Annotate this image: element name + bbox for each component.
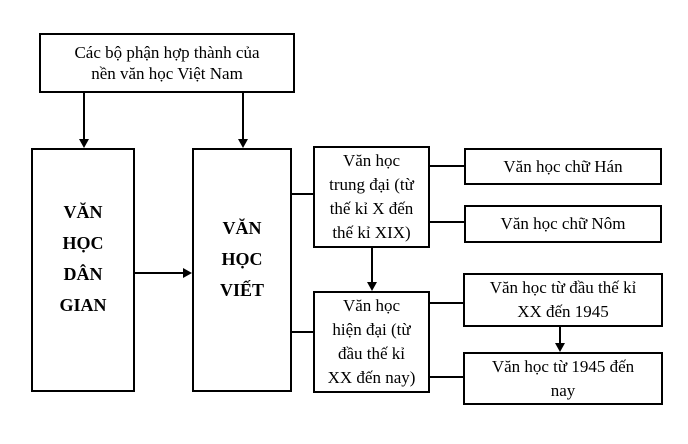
node-root-title-line: Các bộ phận hợp thành của — [74, 43, 260, 62]
node-van-hoc-1945-den-nay-line: nay — [550, 380, 576, 400]
node-van-hoc-trung-dai-line: Văn học — [342, 151, 401, 170]
node-van-hoc-dan-gian — [31, 148, 135, 392]
node-van-hoc-hien-dai-line: đầu thế kỉ — [337, 344, 406, 363]
connector-dan-gian-to-viet — [135, 272, 184, 274]
node-van-hoc-viet — [192, 148, 292, 392]
node-van-hoc-dan-gian-line: DÂN — [63, 264, 103, 284]
node-van-hoc-xx-den-1945-line: XX đến 1945 — [517, 302, 609, 321]
node-van-hoc-chu-han-label: Văn học chữ Hán — [503, 156, 623, 176]
connector-trung-dai-to-chu-han — [430, 165, 464, 167]
connector-root-to-viet — [242, 93, 244, 141]
arrow-down-icon — [555, 343, 565, 352]
node-van-hoc-1945-den-nay-line: Văn học từ 1945 đến — [491, 356, 635, 376]
node-van-hoc-hien-dai-line: XX đến nay) — [327, 368, 416, 387]
node-root-title-line: nền văn học Việt Nam — [91, 64, 243, 83]
node-van-hoc-chu-nom-label: Văn học chữ Nôm — [500, 214, 626, 233]
node-van-hoc-viet-line: HỌC — [221, 248, 263, 269]
connector-trung-dai-to-chu-nom — [430, 221, 464, 223]
arrow-down-icon — [238, 139, 248, 148]
node-van-hoc-hien-dai — [313, 291, 430, 393]
connector-viet-to-trung-dai — [292, 193, 313, 195]
node-van-hoc-trung-dai-line: thế kỉ X đến — [329, 199, 414, 218]
connector-hien-dai-to-xx-1945 — [430, 302, 463, 304]
node-van-hoc-viet-line: VIẾT — [219, 279, 264, 300]
node-van-hoc-trung-dai — [313, 146, 430, 248]
arrow-right-icon — [183, 268, 192, 278]
node-van-hoc-xx-den-1945-line: Văn học từ đầu thế kỉ — [489, 278, 637, 297]
connector-trung-dai-to-hien-dai — [371, 248, 373, 283]
connector-hien-dai-to-1945-nay — [430, 376, 463, 378]
node-van-hoc-trung-dai-line: thế kỉ XIX) — [332, 223, 411, 242]
arrow-down-icon — [79, 139, 89, 148]
connector-root-to-dan-gian — [83, 93, 85, 141]
node-van-hoc-dan-gian-line: GIAN — [59, 295, 107, 315]
connector-xx-1945-to-1945-nay — [559, 327, 561, 344]
node-root-title — [39, 33, 295, 93]
node-van-hoc-chu-han — [464, 148, 662, 185]
node-van-hoc-xx-den-1945 — [463, 273, 663, 327]
node-van-hoc-1945-den-nay — [463, 352, 663, 405]
node-van-hoc-dan-gian-line: VĂN — [63, 202, 103, 222]
node-van-hoc-dan-gian-line: HỌC — [62, 233, 104, 253]
node-van-hoc-trung-dai-line: trung đại (từ — [329, 175, 414, 194]
node-van-hoc-viet-line: VĂN — [222, 217, 262, 238]
connector-viet-to-hien-dai — [292, 331, 313, 333]
node-van-hoc-hien-dai-line: Văn học — [342, 296, 401, 315]
node-van-hoc-hien-dai-line: hiện đại (từ — [332, 320, 411, 339]
arrow-down-icon — [367, 282, 377, 291]
node-van-hoc-chu-nom — [464, 205, 662, 243]
